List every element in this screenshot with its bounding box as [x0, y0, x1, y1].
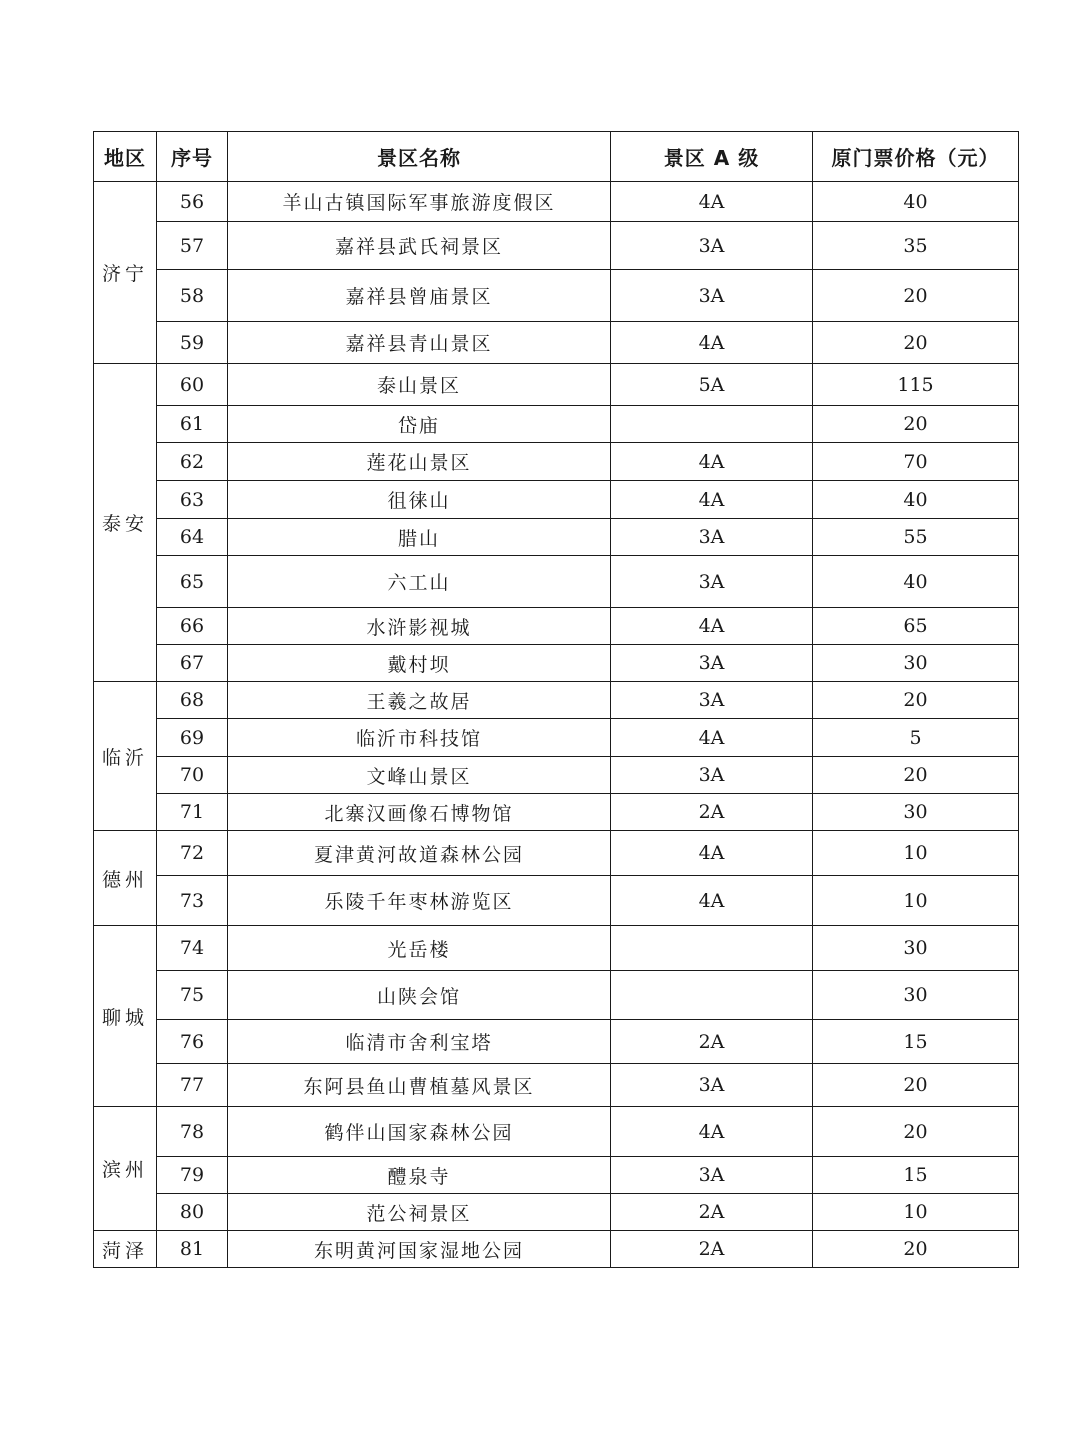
- price-cell: 20: [813, 322, 1019, 364]
- price-cell: 20: [813, 1064, 1019, 1107]
- level-cell: [611, 406, 813, 443]
- table-row: [94, 1107, 1019, 1157]
- price-cell: 30: [813, 794, 1019, 831]
- table-row: [94, 270, 1019, 322]
- seq-cell: 80: [157, 1194, 228, 1231]
- seq-cell: 56: [157, 182, 228, 222]
- price-cell: 30: [813, 645, 1019, 682]
- name-cell: 范公祠景区: [228, 1194, 611, 1231]
- header-region: 地区: [94, 132, 157, 182]
- header-seq: 序号: [157, 132, 228, 182]
- region-cell: 临沂: [94, 682, 157, 831]
- name-cell: 乐陵千年枣林游览区: [228, 876, 611, 926]
- scenic-price-table: [93, 131, 1019, 1268]
- name-cell: 北寨汉画像石博物馆: [228, 794, 611, 831]
- seq-cell: 59: [157, 322, 228, 364]
- table-row: [94, 406, 1019, 443]
- level-cell: 5A: [611, 364, 813, 406]
- price-cell: 20: [813, 270, 1019, 322]
- level-cell: 4A: [611, 608, 813, 645]
- level-cell: 3A: [611, 556, 813, 608]
- name-cell: 王羲之故居: [228, 682, 611, 719]
- table-row: [94, 757, 1019, 794]
- table-row: [94, 608, 1019, 645]
- region-cell: 泰安: [94, 364, 157, 682]
- seq-cell: 63: [157, 481, 228, 519]
- level-cell: 3A: [611, 519, 813, 556]
- price-cell: 30: [813, 926, 1019, 971]
- name-cell: 嘉祥县曾庙景区: [228, 270, 611, 322]
- price-cell: 40: [813, 481, 1019, 519]
- price-cell: 35: [813, 222, 1019, 270]
- level-cell: [611, 971, 813, 1020]
- level-cell: 4A: [611, 443, 813, 481]
- name-cell: 山陕会馆: [228, 971, 611, 1020]
- seq-cell: 60: [157, 364, 228, 406]
- header-price: 原门票价格（元）: [813, 132, 1019, 182]
- level-cell: 3A: [611, 270, 813, 322]
- seq-cell: 66: [157, 608, 228, 645]
- region-cell: 德州: [94, 831, 157, 926]
- region-cell: 聊城: [94, 926, 157, 1107]
- seq-cell: 65: [157, 556, 228, 608]
- table-row: [94, 1064, 1019, 1107]
- level-cell: 3A: [611, 682, 813, 719]
- name-cell: 临沂市科技馆: [228, 719, 611, 757]
- seq-cell: 73: [157, 876, 228, 926]
- table-row: [94, 1157, 1019, 1194]
- seq-cell: 74: [157, 926, 228, 971]
- table-row: [94, 645, 1019, 682]
- seq-cell: 79: [157, 1157, 228, 1194]
- table-row: [94, 876, 1019, 926]
- table-row: [94, 971, 1019, 1020]
- header-row: [94, 132, 1019, 182]
- price-cell: 20: [813, 1107, 1019, 1157]
- table-row: [94, 556, 1019, 608]
- level-cell: 4A: [611, 182, 813, 222]
- level-cell: 4A: [611, 831, 813, 876]
- price-cell: 40: [813, 556, 1019, 608]
- name-cell: 醴泉寺: [228, 1157, 611, 1194]
- name-cell: 临清市舍利宝塔: [228, 1020, 611, 1064]
- seq-cell: 64: [157, 519, 228, 556]
- level-cell: 3A: [611, 1064, 813, 1107]
- header-level: 景区 A 级: [611, 132, 813, 182]
- name-cell: 岱庙: [228, 406, 611, 443]
- price-cell: 15: [813, 1020, 1019, 1064]
- level-cell: 4A: [611, 1107, 813, 1157]
- name-cell: 戴村坝: [228, 645, 611, 682]
- price-cell: 65: [813, 608, 1019, 645]
- name-cell: 徂徕山: [228, 481, 611, 519]
- level-cell: 3A: [611, 645, 813, 682]
- table-row: [94, 682, 1019, 719]
- name-cell: 莲花山景区: [228, 443, 611, 481]
- price-cell: 70: [813, 443, 1019, 481]
- table-row: [94, 794, 1019, 831]
- name-cell: 夏津黄河故道森林公园: [228, 831, 611, 876]
- name-cell: 文峰山景区: [228, 757, 611, 794]
- level-cell: 2A: [611, 1020, 813, 1064]
- table-row: [94, 831, 1019, 876]
- table-row: [94, 519, 1019, 556]
- region-cell: 济宁: [94, 182, 157, 364]
- name-cell: 腊山: [228, 519, 611, 556]
- table-row: [94, 222, 1019, 270]
- name-cell: 泰山景区: [228, 364, 611, 406]
- price-cell: 10: [813, 831, 1019, 876]
- table-row: [94, 719, 1019, 757]
- name-cell: 嘉祥县青山景区: [228, 322, 611, 364]
- region-cell: 滨州: [94, 1107, 157, 1231]
- price-cell: 40: [813, 182, 1019, 222]
- seq-cell: 71: [157, 794, 228, 831]
- table-row: [94, 322, 1019, 364]
- header-name: 景区名称: [228, 132, 611, 182]
- table-row: [94, 1231, 1019, 1268]
- level-cell: 4A: [611, 481, 813, 519]
- level-cell: 3A: [611, 222, 813, 270]
- name-cell: 水浒影视城: [228, 608, 611, 645]
- region-cell: 菏泽: [94, 1231, 157, 1268]
- level-cell: [611, 926, 813, 971]
- level-cell: 4A: [611, 719, 813, 757]
- table-row: [94, 481, 1019, 519]
- seq-cell: 77: [157, 1064, 228, 1107]
- seq-cell: 81: [157, 1231, 228, 1268]
- price-cell: 15: [813, 1157, 1019, 1194]
- name-cell: 嘉祥县武氏祠景区: [228, 222, 611, 270]
- table-body: [94, 182, 1019, 1268]
- price-cell: 5: [813, 719, 1019, 757]
- price-cell: 10: [813, 876, 1019, 926]
- price-cell: 55: [813, 519, 1019, 556]
- seq-cell: 62: [157, 443, 228, 481]
- name-cell: 光岳楼: [228, 926, 611, 971]
- seq-cell: 69: [157, 719, 228, 757]
- table-row: [94, 182, 1019, 222]
- seq-cell: 58: [157, 270, 228, 322]
- seq-cell: 67: [157, 645, 228, 682]
- name-cell: 羊山古镇国际军事旅游度假区: [228, 182, 611, 222]
- price-cell: 115: [813, 364, 1019, 406]
- level-cell: 4A: [611, 322, 813, 364]
- name-cell: 六工山: [228, 556, 611, 608]
- level-cell: 4A: [611, 876, 813, 926]
- price-cell: 20: [813, 757, 1019, 794]
- level-cell: 2A: [611, 1231, 813, 1268]
- seq-cell: 68: [157, 682, 228, 719]
- seq-cell: 57: [157, 222, 228, 270]
- price-cell: 20: [813, 406, 1019, 443]
- level-cell: 3A: [611, 757, 813, 794]
- table-row: [94, 364, 1019, 406]
- level-cell: 2A: [611, 794, 813, 831]
- price-cell: 20: [813, 682, 1019, 719]
- seq-cell: 78: [157, 1107, 228, 1157]
- seq-cell: 75: [157, 971, 228, 1020]
- table-row: [94, 1020, 1019, 1064]
- table-row: [94, 926, 1019, 971]
- name-cell: 东阿县鱼山曹植墓风景区: [228, 1064, 611, 1107]
- price-cell: 30: [813, 971, 1019, 1020]
- name-cell: 鹤伴山国家森林公园: [228, 1107, 611, 1157]
- price-cell: 10: [813, 1194, 1019, 1231]
- name-cell: 东明黄河国家湿地公园: [228, 1231, 611, 1268]
- level-cell: 3A: [611, 1157, 813, 1194]
- seq-cell: 76: [157, 1020, 228, 1064]
- table-row: [94, 443, 1019, 481]
- level-cell: 2A: [611, 1194, 813, 1231]
- seq-cell: 70: [157, 757, 228, 794]
- seq-cell: 61: [157, 406, 228, 443]
- table-row: [94, 1194, 1019, 1231]
- seq-cell: 72: [157, 831, 228, 876]
- price-cell: 20: [813, 1231, 1019, 1268]
